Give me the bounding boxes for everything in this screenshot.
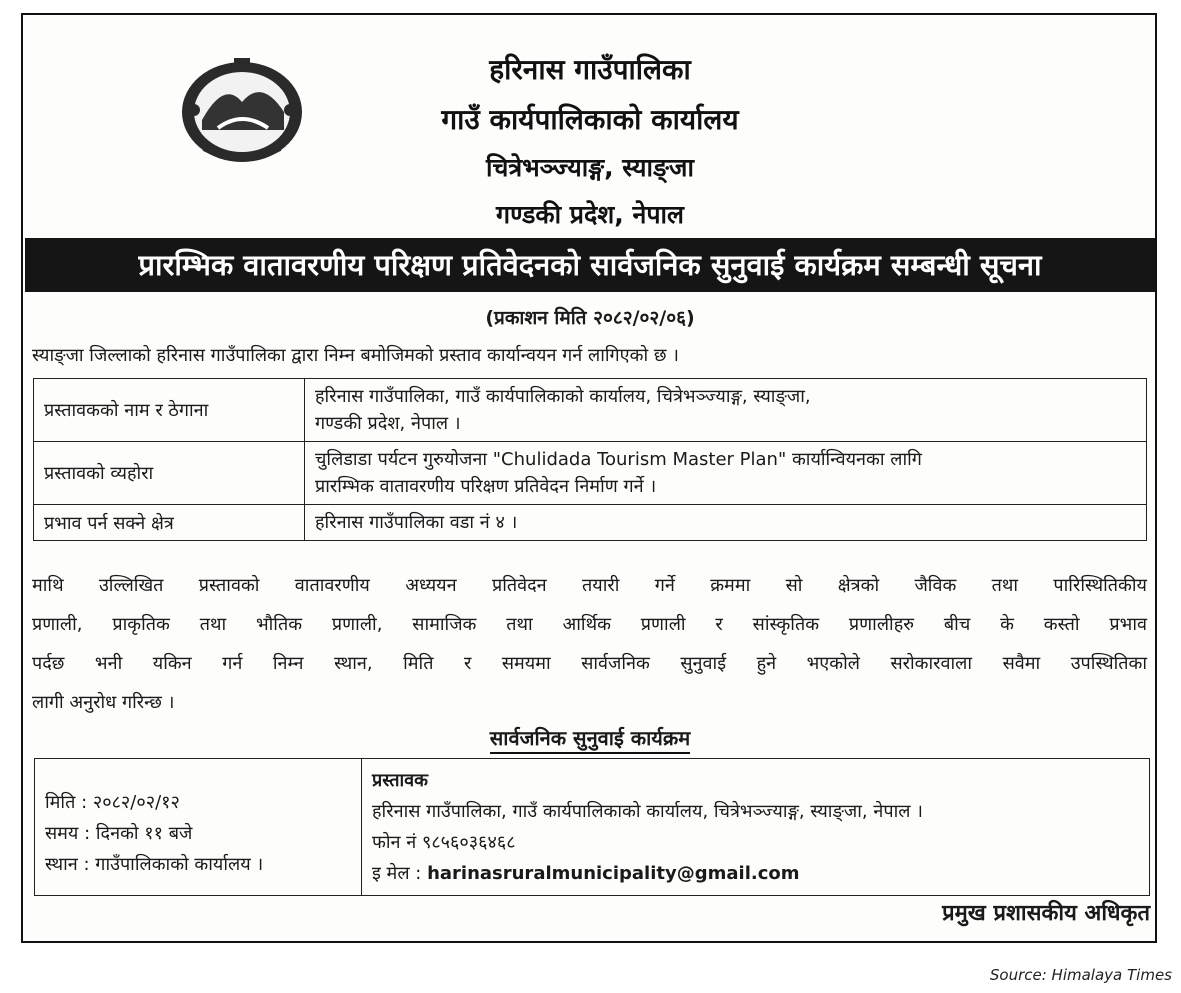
table-row [34,442,1147,505]
proponent-email-line [372,858,1139,889]
intro-text: स्याङ्जा जिल्लाको हरिनास गाउँपालिका द्वारा निम्न बमोजिमको प्रस्ताव कार्यान्वयन गर्न लागिएको छ । [32,345,679,366]
body-paragraph [32,566,1147,722]
row-value-line: हरिनास गाउँपालिका, गाउँ कार्यपालिकाको कार्यालय, चित्रेभञ्ज्याङ्ग, स्याङ्जा, [315,386,811,407]
row-label: प्रस्तावकको नाम र ठेगाना [34,379,305,442]
paragraph-line: पर्दछ भनी यकिन गर्न निम्न स्थान, मिति र समयमा सार्वजनिक सुनुवाई हुने भएकोले सरोकारवाला सवैमा उपस्थितिका [32,653,1147,674]
email-label: इ मेल : [372,863,422,884]
notice-title: प्रारम्भिक वातावरणीय परिक्षण प्रतिवेदनको सार्वजनिक सुनुवाई कार्यक्रम सम्बन्धी सूचना [25,238,1155,292]
table-row [34,379,1147,442]
row-label: प्रस्तावको व्यहोरा [34,442,305,505]
hearing-venue: स्थान : गाउँपालिकाको कार्यालय । [45,853,264,875]
signature-title: प्रमुख प्रशासकीय अधिकृत [942,901,1150,926]
table-row [34,505,1147,541]
office-location: चित्रेभञ्ज्याङ्ग, स्याङ्जा [486,153,694,182]
hearing-heading-text: सार्वजनिक सुनुवाई कार्यक्रम [490,726,690,754]
publication-date: (प्रकाशन मिति २०८२/०२/०६) [485,307,695,329]
row-value-line: प्रारम्भिक वातावरणीय परिक्षण प्रतिवेदन निर्माण गर्ने । [315,476,657,497]
row-value-line: हरिनास गाउँपालिका वडा नं ४ । [315,512,518,533]
row-value-line: गण्डकी प्रदेश, नेपाल । [315,413,461,434]
row-label: प्रभाव पर्न सक्ने क्षेत्र [34,505,305,541]
row-value [305,379,1147,442]
row-value [305,505,1147,541]
row-value-line: चुलिडाडा पर्यटन गुरुयोजना "Chulidada Tourism Master Plan" कार्यान्वियनका लागि [315,449,922,470]
proponent-address: हरिनास गाउँपालिका, गाउँ कार्यपालिकाको कार्यालय, चित्रेभञ्ज्याङ्ग, स्याङ्जा, नेपाल । [372,801,924,822]
table-row [35,759,1150,896]
province-name: गण्डकी प्रदेश, नेपाल [496,200,684,229]
hearing-schedule [35,759,362,896]
proposal-table [33,378,1147,541]
org-name: हरिनास गाउँपालिका [489,53,691,86]
proponent-info [362,759,1150,896]
hearing-table [34,758,1150,896]
nepal-emblem-icon [174,50,310,168]
proponent-phone: फोन नं ९८५६०३६४६८ [372,832,516,853]
paragraph-line: माथि उल्लिखित प्रस्तावको वातावरणीय अध्ययन प्रतिवेदन तयारी गर्ने क्रममा सो क्षेत्रको जैविक तथा पारिस्थितिकीय [32,575,1147,596]
paragraph-line: लागी अनुरोध गरिन्छ । [32,692,175,713]
proponent-heading: प्रस्तावक [372,770,428,791]
hearing-heading [300,724,880,751]
email-address[interactable]: harinasruralmunicipality@gmail.com [427,863,800,884]
office-name: गाउँ कार्यपालिकाको कार्यालय [441,103,739,136]
paragraph-line: प्रणाली, प्राकृतिक तथा भौतिक प्रणाली, सामाजिक तथा आर्थिक प्रणाली र सांस्कृतिक प्रणालीहरु बीच के कस्तो प्रभाव [32,614,1147,635]
hearing-date: मिति : २०८२/०२/१२ [45,791,180,813]
hearing-time: समय : दिनको ११ बजे [45,822,193,844]
source-credit: Source: Himalaya Times [989,966,1172,984]
row-value [305,442,1147,505]
